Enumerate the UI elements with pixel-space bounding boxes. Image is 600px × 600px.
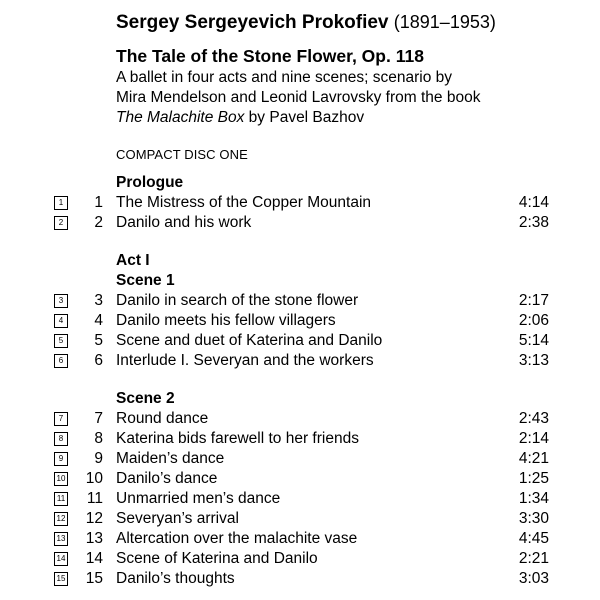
track-number: 11 <box>86 490 103 507</box>
track-index-box: 15 <box>54 572 68 586</box>
track-duration: 4:14 <box>518 194 549 211</box>
composer-name: Sergey Sergeyevich Prokofiev <box>116 12 389 33</box>
track-row <box>0 292 600 312</box>
track-number: 10 <box>85 470 103 487</box>
track-index-box: 12 <box>54 512 68 526</box>
track-title: Scene of Katerina and Danilo <box>116 550 318 567</box>
track-number: 4 <box>94 312 103 329</box>
description-line <box>116 108 480 128</box>
track-number: 8 <box>94 430 103 447</box>
track-number: 6 <box>94 352 103 369</box>
track-number: 15 <box>85 570 103 587</box>
track-row <box>0 550 600 570</box>
track-index-box: 4 <box>54 314 68 328</box>
track-duration: 2:38 <box>518 214 549 231</box>
track-number: 5 <box>94 332 103 349</box>
description-line: Mira Mendelson and Leonid Lavrovsky from the book <box>116 89 481 106</box>
section-heading-scene1: Scene 1 <box>116 272 175 289</box>
track-number: 2 <box>94 214 103 231</box>
track-number: 7 <box>94 410 103 427</box>
track-title: Unmarried men’s dance <box>116 490 281 507</box>
track-number: 12 <box>85 510 103 527</box>
track-row <box>0 510 600 530</box>
track-duration: 2:17 <box>518 292 549 309</box>
track-title: Danilo’s thoughts <box>116 570 235 587</box>
track-duration: 1:34 <box>518 490 549 507</box>
track-index-box: 11 <box>54 492 68 506</box>
track-title: Round dance <box>116 410 209 427</box>
composer-dates: (1891–1953) <box>393 12 496 32</box>
track-row <box>0 570 600 590</box>
track-index-box: 2 <box>54 216 68 230</box>
track-row <box>0 194 600 214</box>
track-index-box: 14 <box>54 552 68 566</box>
track-row <box>0 352 600 372</box>
track-number: 13 <box>85 530 103 547</box>
track-index-box: 1 <box>54 196 68 210</box>
track-title: Severyan’s arrival <box>116 510 239 527</box>
track-duration: 3:30 <box>518 510 549 527</box>
track-title: Danilo in search of the stone flower <box>116 292 359 309</box>
track-number: 9 <box>94 450 103 467</box>
track-row <box>0 530 600 550</box>
track-duration: 2:14 <box>518 430 549 447</box>
section-heading-scene2: Scene 2 <box>116 390 175 407</box>
track-duration: 2:06 <box>518 312 549 329</box>
track-duration: 2:43 <box>518 410 549 427</box>
track-index-box: 6 <box>54 354 68 368</box>
track-title: Katerina bids farewell to her friends <box>116 430 359 447</box>
track-title: Maiden’s dance <box>116 450 225 467</box>
book-title: The Malachite Box <box>116 109 245 126</box>
track-row <box>0 490 600 510</box>
track-row <box>0 410 600 430</box>
track-index-box: 3 <box>54 294 68 308</box>
track-row <box>0 430 600 450</box>
track-row <box>0 214 600 234</box>
book-author: by Pavel Bazhov <box>244 109 365 126</box>
track-duration: 1:25 <box>518 470 549 487</box>
track-index-box: 10 <box>54 472 68 486</box>
track-title: Interlude I. Severyan and the workers <box>116 352 374 369</box>
work-description <box>116 68 480 128</box>
track-index-box: 5 <box>54 334 68 348</box>
disc-label: COMPACT DISC ONE <box>116 147 248 162</box>
work-title: The Tale of the Stone Flower, Op. 118 <box>116 46 424 66</box>
section-heading-prologue: Prologue <box>116 174 184 191</box>
track-duration: 4:45 <box>518 530 549 547</box>
track-duration: 5:14 <box>518 332 549 349</box>
track-index-box: 13 <box>54 532 68 546</box>
track-index-box: 7 <box>54 412 68 426</box>
section-heading-act1: Act I <box>116 252 150 269</box>
track-row <box>0 312 600 332</box>
track-row <box>0 470 600 490</box>
track-duration: 3:13 <box>518 352 549 369</box>
track-title: Danilo meets his fellow villagers <box>116 312 336 329</box>
track-title: Altercation over the malachite vase <box>116 530 358 547</box>
composer-heading <box>116 12 496 34</box>
track-index-box: 8 <box>54 432 68 446</box>
description-line: A ballet in four acts and nine scenes; scenario by <box>116 69 453 86</box>
track-title: Danilo and his work <box>116 214 252 231</box>
track-number: 3 <box>94 292 103 309</box>
track-number: 14 <box>85 550 103 567</box>
track-number: 1 <box>94 194 103 211</box>
track-title: Danilo’s dance <box>116 470 218 487</box>
track-duration: 3:03 <box>518 570 549 587</box>
track-row <box>0 450 600 470</box>
track-title: Scene and duet of Katerina and Danilo <box>116 332 383 349</box>
track-row <box>0 332 600 352</box>
track-title: The Mistress of the Copper Mountain <box>116 194 372 211</box>
track-index-box: 9 <box>54 452 68 466</box>
track-duration: 4:21 <box>518 450 549 467</box>
track-duration: 2:21 <box>518 550 549 567</box>
